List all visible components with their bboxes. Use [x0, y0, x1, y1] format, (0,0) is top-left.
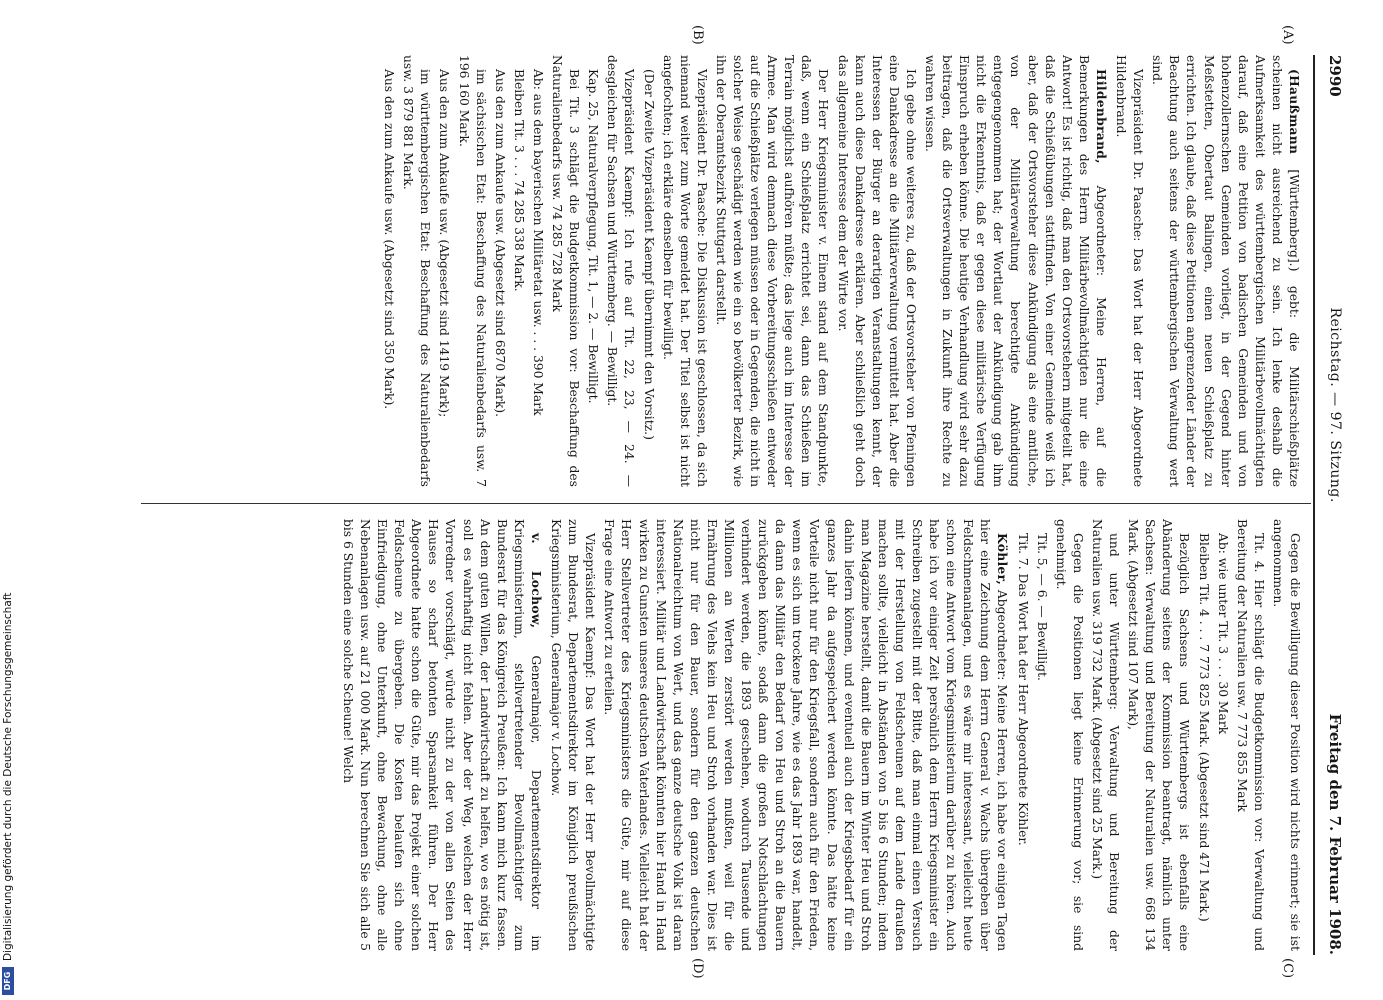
paragraph: [1194, 519, 1211, 951]
paragraph: [380, 55, 397, 487]
paragraph-text: [Württemberg].) gebt: die Militärschießplätze scheinen nicht ausreichend zu sein. Ich lenke deshalb die Aufmerksamkeit des württembergischen Militärbevollmächtigten darauf, daß eine Petition von badischen Gemeinden und von hohenzollernschen Gemeinden vorliegt, in der Gegend hinter Meßstetten, Obertaut Balingen, einen neuen Schießplatz zu errichten. Ich glaube, daß diese Petitionen angrenzender Länder der Beachtung auch seitens der württembergischen Verwaltung wert sind.: [1150, 55, 1301, 487]
paragraph-text: Abgeordneter: Meine Herren, ich habe vor einigen Tagen hier eine Zeichnung dem Herrn General v. Wachs übergeben über Feldschmenanlagen, und es wäre mir interessant, vielleicht heute schon eine Antwort vom Kriegsministerium darüber zu hören. Auch habe ich vor einiger Zeit persönlich dem Herrn Kriegsminister ein Schreiben zugestellt mit der Bitte, daß man einmal einen Versuch mit der Herstellung von Feldscheunen auf dem Lande draußen machen sollte, vielleicht in Abständen von 5 bis 6 Stunden; indem man Magazine herstellt, damit die Bauern im Winter Heu und Stroh dahin liefern können, und eventuell auch der Kriegsbedarf für ein ganzes Jahr da aufgespeichert werden könnte. Das hätte keine Vorteile nicht nur für den Kriegsfall, sondern auch für den Frieden, wenn es sich um trockene Jahre, wie es das Jahr 1893 war, handelt, da dann das Militär den Bedarf von Heu und Stroh an die Bauern zurückgeben könnte, sodaß dann die großen Notschlachtungen verhindert werden, die 1893 geschehen, wodurch Tausende und Millionen an Werten zerstört werden mußten, weil für die Ernährung des Viehs kein Heu und Stroh vorhanden war. Dies ist nicht nur für den Bauer, sondern für den ganzen deutschen Nationalreichtum von Wert, und das ganze deutsche Volk ist daran interessiert. Militär und Landwirtschaft könnten hier Hand in Hand wirken zu Gunsten unseres deutschen Vaterlandes. Vielleicht hat der Herr Stellvertreter des Kriegsministers die Güte, mir auf diese Frage eine Antwort zu erteilen.: [602, 519, 1010, 951]
left-column: [143, 55, 1303, 487]
paragraph: [399, 55, 433, 487]
paragraph-text: Tit. 5, — 6. — Bewilligt.: [1034, 533, 1049, 681]
margin-mark-c: (C): [1280, 958, 1295, 979]
paragraph-text: Tit. 4. Hier schlägt die Budgetkommission vor: Verwaltung und Bereitung der Naturalien usw. 7 773 855 Mark: [1234, 519, 1266, 951]
paragraph: [435, 55, 452, 487]
speaker-name: Köhler,: [995, 533, 1011, 590]
paragraph-text: im württembergischen Etat: Beschaffung des Naturalienbedarfs usw. 3 879 881 Mark.: [401, 55, 433, 487]
paragraph-text: Tit. 7. Das Wort hat der Herr Abgeordnete Köhler.: [1015, 533, 1030, 846]
paragraph-text: Aus den zum Ankaufe usw. (Abgesetzt sind 1419 Mark);: [437, 69, 452, 418]
paragraph-text: Aus den zum Ankaufe usw. (Abgesetzt sind 350 Mark).: [382, 69, 397, 410]
paragraph: [339, 519, 545, 951]
paragraph-text: im sächsischen Etat: Beschaffung des Naturalienbedarfs usw. 7 196 160 Mark.: [456, 55, 488, 487]
paragraph: [833, 55, 918, 487]
paragraph: [491, 55, 508, 487]
paragraph-text: Bleiben Tit. 4 . . . 7 773 825 Mark. (Abgesetzt sind 471 Mark.): [1196, 533, 1211, 922]
right-column: [143, 519, 1303, 951]
paragraph-text: Generalmajor, Departementsdirektor im Kriegsministerium, stellvertretender Bevollmächtigter zum Bundesrat für das Königreich Preußen: Ich kann mich kurz fassen. An dem guten Willen, der Landwirtschaft zu helfen, wo es nötig ist, soll es wahrhaftig nicht fehlen. Aber der Weg, welchen der Herr Vorredner vorschlägt, würde nicht zu der von allen Seiten des Hauses so scharf betonten Sparsamkeit führen. Der Herr Abgeordnete hatte schon die Güte, mir das Projekt einer solchen Feldscheune zu übergeben. Die Kosten belaufen sich ohne Einfriedigung, ohne Unterkunft, ohne Bewachung, ohne alle Nebenanlagen usw. auf 21 000 Mark. Nun berechnen Sie sich alle 5 bis 6 Stunden eine solche Scheune! Welch: [340, 519, 543, 951]
paragraph: [584, 55, 601, 487]
footer-text: Digitalisierung gefördert durch die Deutsche Forschungsgemeinschaft: [2, 592, 14, 961]
paragraph: [1214, 519, 1231, 951]
paragraph: [921, 55, 1110, 487]
rotated-content: [125, 25, 1355, 979]
paragraph: [1112, 55, 1146, 487]
paragraph: [1014, 519, 1031, 951]
paragraph: [548, 55, 582, 487]
paragraph-text: und unter Württemberg: Verwaltung und Bereitung der Naturalien usw. 319 732 Mark. (Abgesetzt sind 25 Mark.): [1089, 519, 1122, 951]
paragraph-text: Der Herr Kriegsminister v. Einem stand auf dem Standpunkte, daß, wenn ein Schießplatz errichtet sei, dann das Schießen im Terrain möglichst aufhören müßte; das liege auch im Interesse der Armee. Man wird demnach diese Vorbereitungsschießen entweder auf die Schießplätze verlegen müssen oder in Gegenden, die nicht in solcher Weise geschädigt werden wie ein so bevölkerter Bezirk, wie ihn der Oberamtsbezirk Stuttgart darstellt.: [713, 55, 831, 487]
paragraph: [1269, 519, 1303, 951]
margin-mark-d: (D): [690, 958, 705, 979]
digitization-footer: [2, 593, 14, 995]
paragraph-text: Kap. 25, Naturalverpflegung, Tit. 1, — 2. — Bewilligt.: [586, 69, 601, 404]
paragraph-text: Bleiben Tit. 3 . . . 74 285 338 Mark.: [511, 69, 526, 292]
paragraph-text: (Der Zweite Vizepräsident Kaempf übernimmt den Vorsitz.): [641, 69, 656, 440]
paragraph-text: Gegen die Positionen liegt keine Erinnerung vor; sie sind genehmigt.: [1053, 519, 1085, 951]
speaker-name: v. Lochow,: [528, 533, 544, 656]
paragraph-text: Ich gebe ohne weiteres zu, daß der Ortsvorsteher von Pfeningen eine Dankadresse an die Militärverwaltung vermittelt hat. Aber die Interessen der Bürger an derartigen Veranstaltungen kennt, der kann auch diese Dankadresse erklären. Aber schließlich geht doch das allgemeine Interesse dem der Wirte vor.: [835, 55, 918, 487]
page-number: 2990: [1326, 55, 1344, 97]
paragraph-text: Vizepräsident Dr. Paasche: Die Diskussion ist geschlossen, da sich niemand weiter zum Worte gemeldet hat. Der Titel selbst ist nicht angefochten; ich erkläre denselben für bewilligt.: [660, 55, 709, 487]
paragraph: [639, 55, 656, 487]
paragraph: [659, 55, 710, 487]
session-date: Freitag den 7. Februar 1908.: [1326, 713, 1344, 955]
margin-mark-a: (A): [1280, 25, 1295, 45]
page-header: [1313, 55, 1355, 955]
paragraph: [712, 55, 832, 487]
paragraph-text: Gegen die Bewilligung dieser Position wird nichts erinnert; sie ist angenommen.: [1270, 519, 1302, 951]
paragraph-text: Vizepräsident Kaempf: Ich rufe auf Tit. 22, 23, — 24. — desgleichen für Sachsen und Württemberg. — Bewilligt.: [605, 55, 637, 487]
column-divider: [141, 503, 1311, 504]
paragraph: [600, 519, 1011, 951]
paragraph-text: Vizepräsident Dr. Paasche: Das Wort hat der Herr Abgeordnete Hildenbrand.: [1114, 55, 1146, 487]
paragraph-text: Aus den zum Ankaufe usw. (Abgesetzt sind 6870 Mark).: [492, 69, 507, 417]
paragraph-text: Vizepräsident Kaempf: Das Wort hat der Herr Bevollmächtigte zum Bundesrat, Departementsdirektor im Königlich preußischen Kriegsministerium, Generalmajor v. Lochow.: [549, 519, 598, 951]
paragraph: [510, 55, 527, 487]
paragraph: [529, 55, 546, 487]
paragraph: [1033, 519, 1050, 951]
paragraph: [547, 519, 598, 951]
paragraph: [1124, 519, 1192, 951]
paragraph: [1088, 519, 1122, 951]
paragraph: [603, 55, 637, 487]
paragraph-text: Bei Tit. 3 schlägt die Budgetkommission vor: Beschaffung des Naturalienbedarfs usw. 74 285 728 Mark: [550, 55, 582, 487]
paragraph: [1148, 55, 1303, 487]
paragraph-text: Ab: wie unter Tit. 3 . . . 30 Mark: [1215, 533, 1230, 735]
speaker-name: Hildenbrand,: [1093, 69, 1109, 186]
paragraph-text: Ab: aus dem bayerischen Militäretat usw. . . . 390 Mark: [530, 69, 545, 416]
paragraph: [455, 55, 489, 487]
paragraph-text: Abgeordneter: Meine Herren, auf die Bemerkungen des Herrn Militärbevollmächtigten nur die eine Antwort! Es ist richtig, daß man den Ortsvorstehern mitgeteilt hat, daß die Schießübungen stattfinden. Von einer Gemeinde weiß ich aber, daß der Ortsvorsteher diese Ankündigung als eine amtliche, von der Militärverwaltung berechtigte Ankündigung entgegengenommen hat; der Wortlaut der Ankündigung gab ihm nicht die Erkenntnis, daß er gegen diese militärische Verfügung Einspruch erheben könne. Die heutige Verhandlung wird sehr dazu beitragen, daß die Ortsverwaltungen in Zukunft ihre Rechte zu wahren wissen.: [923, 55, 1108, 487]
dfg-logo: DFG: [2, 967, 14, 995]
paragraph: [1052, 519, 1086, 951]
paragraph: [1233, 519, 1267, 951]
margin-mark-b: (B): [690, 25, 705, 45]
paragraph-text: Bezüglich Sachsens und Württembergs ist ebenfalls eine Abänderung seitens der Kommission beantragt, nämlich unter Sachsen: Verwaltung und Bereitung der Naturalien usw. 668 134 Mark. (Abgesetzt sind 107 Mark),: [1126, 519, 1192, 951]
speaker-name: (Haußmann: [1287, 69, 1302, 170]
session-title: Reichstag. — 97. Sitzung.: [1327, 307, 1343, 503]
